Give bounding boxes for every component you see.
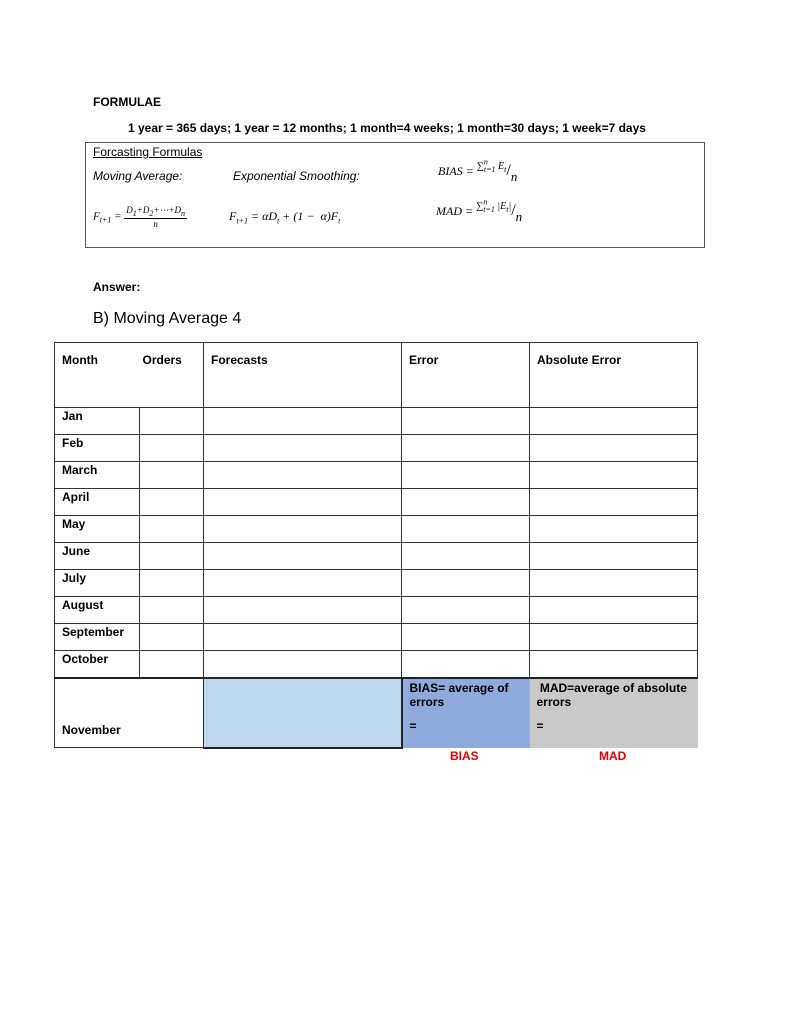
error-cell[interactable] bbox=[402, 597, 530, 624]
orders-cell[interactable] bbox=[140, 570, 204, 597]
table-row bbox=[55, 462, 698, 489]
bias-formula-lhs: BIAS = bbox=[438, 164, 474, 178]
table-row bbox=[55, 570, 698, 597]
month-cell: May bbox=[55, 516, 140, 543]
bias-cell[interactable] bbox=[402, 678, 530, 748]
error-cell[interactable] bbox=[402, 408, 530, 435]
forecast-cell[interactable] bbox=[204, 597, 402, 624]
answer-label: Answer: bbox=[93, 280, 141, 294]
forecast-cell[interactable] bbox=[204, 489, 402, 516]
error-cell[interactable] bbox=[402, 462, 530, 489]
bias-cell-eq: = bbox=[409, 718, 417, 733]
forecast-table bbox=[54, 342, 698, 749]
absolute-error-cell[interactable] bbox=[530, 597, 698, 624]
forecast-cell[interactable] bbox=[204, 462, 402, 489]
absolute-error-cell[interactable] bbox=[530, 516, 698, 543]
absolute-error-cell[interactable] bbox=[530, 543, 698, 570]
table-row bbox=[55, 489, 698, 516]
absolute-error-cell[interactable] bbox=[530, 570, 698, 597]
table-row bbox=[55, 651, 698, 678]
absolute-error-cell[interactable] bbox=[530, 651, 698, 678]
mad-footer-label: MAD bbox=[599, 749, 627, 763]
orders-cell[interactable] bbox=[140, 597, 204, 624]
november-label: November bbox=[55, 678, 204, 748]
forecast-cell[interactable] bbox=[204, 651, 402, 678]
formula-box-title: Forcasting Formulas bbox=[93, 145, 203, 159]
month-cell: August bbox=[55, 597, 140, 624]
orders-cell[interactable] bbox=[140, 624, 204, 651]
forecast-cell[interactable] bbox=[204, 408, 402, 435]
absolute-error-cell[interactable] bbox=[530, 408, 698, 435]
forecast-cell[interactable] bbox=[204, 543, 402, 570]
mad-cell-title: MAD=average of absolute errors bbox=[536, 680, 691, 709]
month-cell: Jan bbox=[55, 408, 140, 435]
forecast-cell[interactable] bbox=[204, 624, 402, 651]
header-absolute-error: Absolute Error bbox=[530, 343, 698, 408]
orders-cell[interactable] bbox=[140, 516, 204, 543]
bias-footer-label: BIAS bbox=[450, 749, 479, 763]
orders-cell[interactable] bbox=[140, 435, 204, 462]
forecast-cell[interactable] bbox=[204, 570, 402, 597]
header-forecasts: Forecasts bbox=[204, 343, 402, 408]
november-row bbox=[55, 678, 698, 748]
table-row bbox=[55, 543, 698, 570]
november-forecast-cell[interactable] bbox=[204, 678, 402, 748]
mad-formula: MAD = $^{\sum^n_{t=1} |E_t|}$/n bbox=[436, 197, 523, 224]
unit-conversions: 1 year = 365 days; 1 year = 12 months; 1 month=4 weeks; 1 month=30 days; 1 week=7 days bbox=[128, 121, 646, 135]
table-row bbox=[55, 624, 698, 651]
orders-cell[interactable] bbox=[140, 651, 204, 678]
exponential-smoothing-formula: $F_{t+1} = \alpha D_t + (1 - \alpha)F_t$ bbox=[229, 209, 341, 226]
absolute-error-cell[interactable] bbox=[530, 462, 698, 489]
header-row bbox=[55, 343, 698, 408]
absolute-error-cell[interactable] bbox=[530, 489, 698, 516]
month-cell: March bbox=[55, 462, 140, 489]
error-cell[interactable] bbox=[402, 570, 530, 597]
month-cell: June bbox=[55, 543, 140, 570]
mad-formula-lhs: MAD = bbox=[436, 204, 474, 218]
bias-cell-title: BIAS= average of errors bbox=[409, 680, 509, 709]
table-row bbox=[55, 435, 698, 462]
table-row bbox=[55, 597, 698, 624]
orders-cell[interactable] bbox=[140, 462, 204, 489]
orders-cell[interactable] bbox=[140, 543, 204, 570]
forecast-cell[interactable] bbox=[204, 435, 402, 462]
table-row bbox=[55, 408, 698, 435]
mad-cell-eq: = bbox=[536, 718, 544, 733]
error-cell[interactable] bbox=[402, 516, 530, 543]
moving-average-formula: $F_{t+1}$ = $\frac{D_1+D_2+\cdots+D_n}{n}$ bbox=[93, 205, 186, 229]
month-cell: October bbox=[55, 651, 140, 678]
table-row bbox=[55, 516, 698, 543]
header-month: Month bbox=[55, 343, 140, 408]
header-error: Error bbox=[402, 343, 530, 408]
error-cell[interactable] bbox=[402, 624, 530, 651]
month-cell: July bbox=[55, 570, 140, 597]
error-cell[interactable] bbox=[402, 651, 530, 678]
absolute-error-cell[interactable] bbox=[530, 624, 698, 651]
month-cell: September bbox=[55, 624, 140, 651]
moving-average-label: Moving Average: bbox=[93, 169, 183, 183]
orders-cell[interactable] bbox=[140, 489, 204, 516]
error-cell[interactable] bbox=[402, 435, 530, 462]
forecast-cell[interactable] bbox=[204, 516, 402, 543]
error-cell[interactable] bbox=[402, 489, 530, 516]
header-orders: Orders bbox=[140, 343, 204, 408]
exponential-smoothing-label: Exponential Smoothing: bbox=[233, 169, 360, 183]
month-cell: Feb bbox=[55, 435, 140, 462]
bias-formula: BIAS = $^{\sum^n_{t=1} E_t}$/n bbox=[438, 157, 518, 184]
mad-cell[interactable] bbox=[530, 678, 698, 748]
month-cell: April bbox=[55, 489, 140, 516]
section-title: B) Moving Average 4 bbox=[93, 310, 242, 327]
absolute-error-cell[interactable] bbox=[530, 435, 698, 462]
orders-cell[interactable] bbox=[140, 408, 204, 435]
error-cell[interactable] bbox=[402, 543, 530, 570]
formulae-heading: FORMULAE bbox=[93, 95, 161, 109]
